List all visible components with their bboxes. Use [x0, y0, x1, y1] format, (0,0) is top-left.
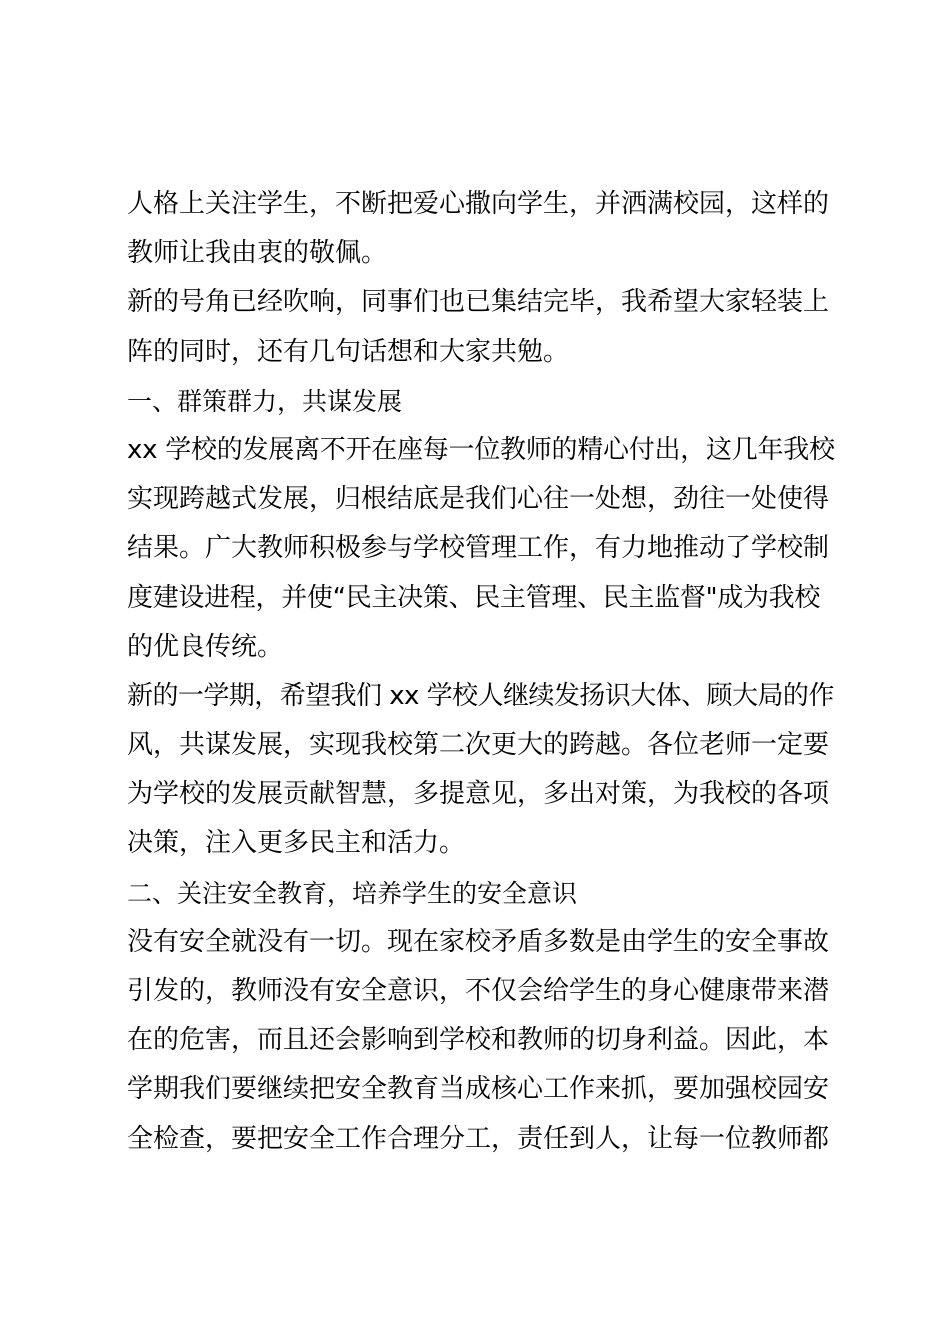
document-body — [127, 180, 837, 1164]
body-line: 为学校的发展贡献智慧，多提意见，多出对策，为我校的各项 — [127, 779, 830, 810]
body-line: 结果。广大教师积极参与学校管理工作，有力地推动了学校制 — [127, 533, 830, 564]
body-line: 教师让我由衷的敬佩。 — [127, 238, 388, 269]
body-line: 全检查，要把安全工作合理分工，责任到人，让每一位教师都 — [127, 1123, 830, 1154]
body-line: 的优良传统。 — [127, 631, 284, 662]
body-line: 新的一学期，希望我们 xx 学校人继续发扬识大体、顾大局的作 — [127, 680, 834, 711]
body-line: 度建设进程，并使“民主决策、民主管理、民主监督"成为我校 — [127, 582, 821, 613]
body-line: 风，共谋发展，实现我校第二次更大的跨越。各位老师一定要 — [127, 730, 830, 761]
body-line: 决策，注入更多民主和活力。 — [127, 828, 466, 859]
body-line: 人格上关注学生，不断把爱心撒向学生，并洒满校园，这样的 — [127, 189, 830, 219]
body-line: xx 学校的发展离不开在座每一位教师的精心付出，这几年我校 — [127, 434, 835, 465]
body-line: 实现跨越式发展，归根结底是我们心往一处想，劲往一处使得 — [127, 484, 830, 515]
body-line: 学期我们要继续把安全教育当成核心工作来抓，要加强校园安 — [127, 1074, 830, 1105]
body-line: 没有安全就没有一切。现在家校矛盾多数是由学生的安全事故 — [127, 926, 830, 957]
section-heading-2: 二、关注安全教育，培养学生的安全意识 — [127, 878, 578, 908]
body-line: 引发的，教师没有安全意识，不仅会给学生的身心健康带来潜 — [127, 976, 830, 1006]
body-line: 新的号角已经吹响，同事们也已集结完毕，我希望大家轻装上 — [127, 287, 830, 318]
body-line: 在的危害，而且还会影响到学校和教师的切身利益。因此，本 — [127, 1025, 830, 1056]
section-heading-1: 一、群策群力，共谋发展 — [127, 386, 403, 416]
body-line: 阵的同时，还有几句话想和大家共勉。 — [127, 336, 570, 367]
